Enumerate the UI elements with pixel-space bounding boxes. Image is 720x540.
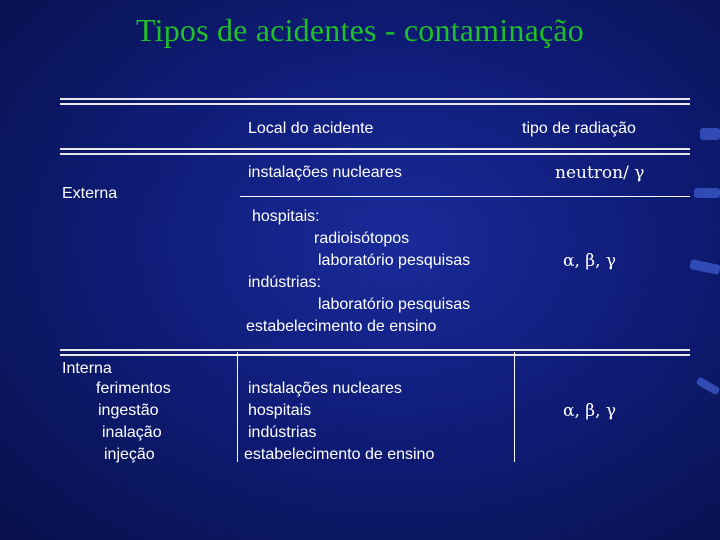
externa-radiation-1: neutron/ γ	[555, 163, 645, 183]
interna-local-2: hospitais	[248, 402, 312, 419]
interna-radiation: α, β, γ	[563, 401, 617, 421]
externa-radiation-2: α, β, γ	[563, 251, 617, 271]
header-local: Local do acidente	[248, 120, 374, 137]
interna-local-1: instalações nucleares	[248, 380, 402, 397]
externa-local-lab-2: laboratório pesquisas	[318, 296, 471, 313]
interna-injecao: injeção	[104, 446, 155, 463]
interna-rule	[60, 349, 690, 356]
interna-local-3: indústrias	[248, 424, 317, 441]
header-rule	[60, 148, 690, 155]
header-radiation: tipo de radiação	[522, 120, 636, 137]
externa-local-radioisotopos: radioisótopos	[314, 230, 410, 247]
vertical-divider-2	[514, 352, 515, 462]
interna-local-4: estabelecimento de ensino	[244, 446, 435, 463]
externa-local-hospitais: hospitais:	[252, 208, 320, 225]
interna-ingestao: ingestão	[98, 402, 159, 419]
interna-ferimentos: ferimentos	[96, 380, 171, 397]
page-title: Tipos de acidentes - contaminação	[136, 12, 584, 48]
background-streak	[694, 188, 720, 198]
externa-local-lab-1: laboratório pesquisas	[318, 252, 471, 269]
interna-inalacao: inalação	[102, 424, 162, 441]
row-separator	[240, 196, 690, 197]
externa-local-1: instalações nucleares	[248, 164, 402, 181]
top-rule	[60, 98, 690, 105]
externa-label: Externa	[62, 185, 118, 202]
interna-label: Interna	[62, 360, 112, 377]
externa-local-industrias: indústrias:	[248, 274, 321, 291]
background-streak	[700, 128, 720, 140]
vertical-divider-1	[237, 352, 238, 462]
background-streak	[689, 259, 720, 275]
externa-local-ensino: estabelecimento de ensino	[246, 318, 437, 335]
background-streak	[696, 377, 720, 396]
